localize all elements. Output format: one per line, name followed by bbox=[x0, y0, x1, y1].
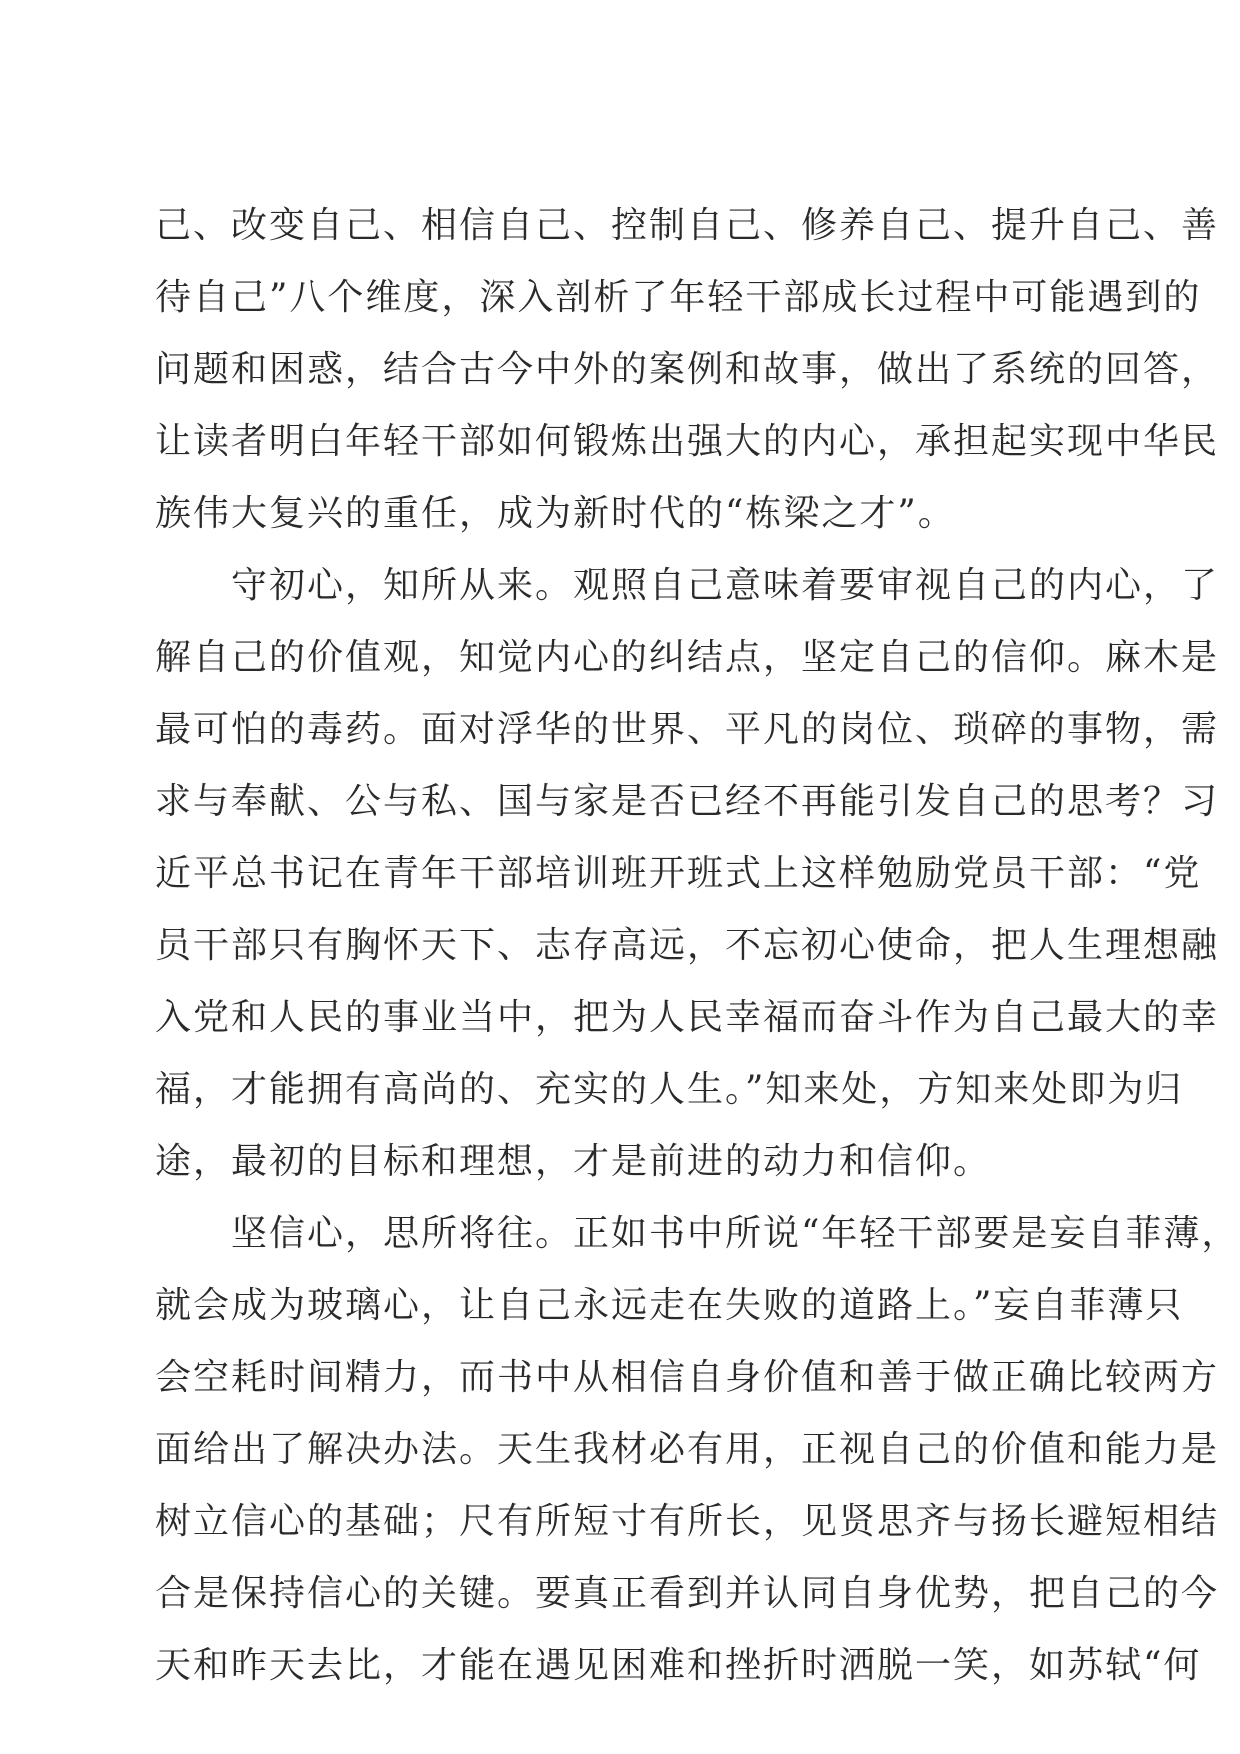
body-text bbox=[155, 190, 1240, 1702]
text-line: 求与奉献、公与私、国与家是否已经不再能引发自己的思考？习 bbox=[155, 781, 1220, 822]
text-line: 让读者明白年轻干部如何锻炼出强大的内心，承担起实现中华民 bbox=[155, 421, 1220, 462]
text-line: 近平总书记在青年干部培训班开班式上这样勉励党员干部：“党 bbox=[155, 853, 1202, 894]
text-line: 员干部只有胸怀天下、志存高远，不忘初心使命，把人生理想融 bbox=[155, 925, 1220, 966]
text-line: 守初心，知所从来。观照自己意味着要审视自己的内心，了 bbox=[155, 565, 1220, 606]
text-line: 树立信心的基础；尺有所短寸有所长，见贤思齐与扬长避短相结 bbox=[155, 1501, 1220, 1542]
text-line: 福，才能拥有高尚的、充实的人生。”知来处，方知来处即为归 bbox=[155, 1069, 1184, 1110]
text-line: 天和昨天去比，才能在遇见困难和挫折时洒脱一笑，如苏轼“何 bbox=[155, 1645, 1202, 1686]
text-line: 待自己”八个维度，深入剖析了年轻干部成长过程中可能遇到的 bbox=[155, 277, 1202, 318]
text-line: 就会成为玻璃心，让自己永远走在失败的道路上。”妄自菲薄只 bbox=[155, 1285, 1184, 1326]
text-line: 解自己的价值观，知觉内心的纠结点，坚定自己的信仰。麻木是 bbox=[155, 637, 1220, 678]
text-line: 面给出了解决办法。天生我材必有用，正视自己的价值和能力是 bbox=[155, 1429, 1220, 1470]
paragraph-1 bbox=[155, 190, 1220, 550]
text-line: 会空耗时间精力，而书中从相信自身价值和善于做正确比较两方 bbox=[155, 1357, 1220, 1398]
text-line: 入党和人民的事业当中，把为人民幸福而奋斗作为自己最大的幸 bbox=[155, 997, 1220, 1038]
text-line: 最可怕的毒药。面对浮华的世界、平凡的岗位、琐碎的事物，需 bbox=[155, 709, 1220, 750]
text-line: 途，最初的目标和理想，才是前进的动力和信仰。 bbox=[155, 1141, 992, 1182]
paragraph-2 bbox=[155, 550, 1220, 1198]
paragraph-3 bbox=[155, 1198, 1240, 1702]
text-line: 族伟大复兴的重任，成为新时代的“栋梁之才”。 bbox=[155, 493, 956, 534]
text-line: 坚信心，思所将往。正如书中所说“年轻干部要是妄自菲薄， bbox=[155, 1213, 1240, 1254]
text-line: 合是保持信心的关键。要真正看到并认同自身优势，把自己的今 bbox=[155, 1573, 1220, 1614]
text-line: 己、改变自己、相信自己、控制自己、修养自己、提升自己、善 bbox=[155, 205, 1220, 246]
text-line: 问题和困惑，结合古今中外的案例和故事，做出了系统的回答， bbox=[155, 349, 1220, 390]
